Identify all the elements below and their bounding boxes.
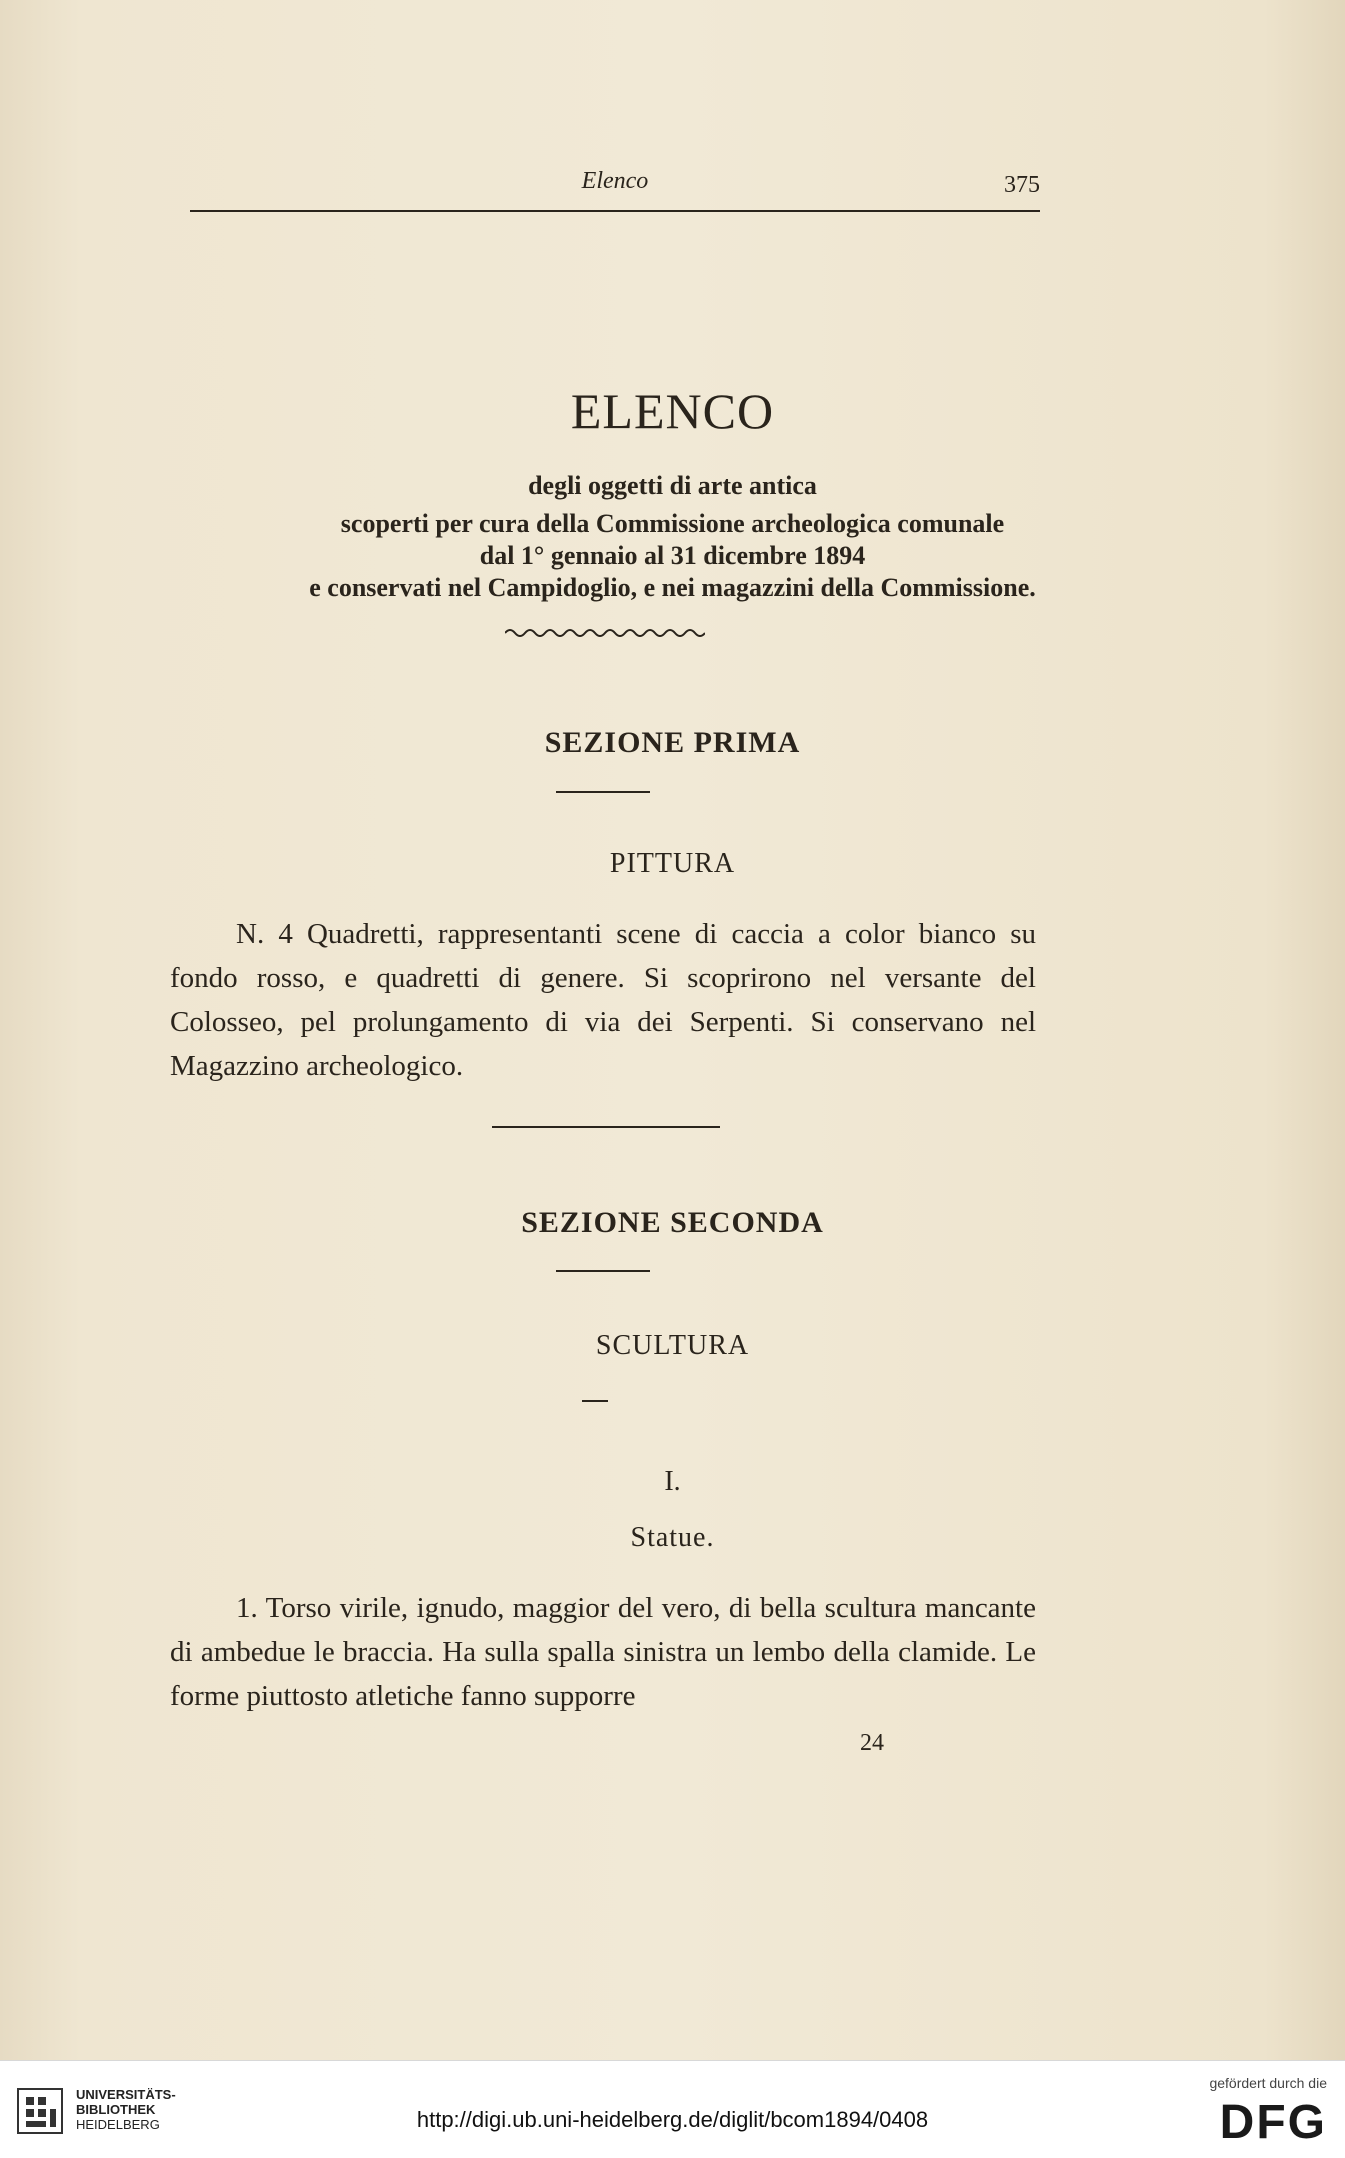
section-rule	[556, 1270, 650, 1272]
footer-bar	[0, 2060, 1345, 2158]
library-name-line: BIBLIOTHEK	[76, 2102, 156, 2117]
decorative-wave-rule	[505, 626, 705, 640]
subsection-pittura: PITTURA	[609, 848, 736, 879]
running-title: Elenco	[581, 168, 649, 194]
signature-mark: 24	[860, 1730, 884, 1756]
subtitle-line-1: degli oggetti di arte antica	[528, 471, 817, 500]
subtitle-line-2: scoperti per cura della Commissione archeologica comunale	[340, 509, 1005, 538]
category-heading: Statue.	[630, 1522, 715, 1553]
document-title: ELENCO	[570, 383, 775, 439]
pittura-paragraph: N. 4 Quadretti, rappresentanti scene di caccia a color bianco su fondo rosso, e quadretti di genere. Si scoprirono nel versante del Colosseo, pel prolungamento di via dei Serpenti. Si conservano nel Magazzino archeologico.	[170, 918, 1036, 1082]
section-rule	[556, 791, 650, 793]
dfg-logo: DFG	[1219, 2096, 1327, 2149]
section-heading-seconda: SEZIONE SECONDA	[521, 1206, 824, 1239]
roman-numeral: I.	[664, 1466, 681, 1497]
subtitle-line-3: dal 1° gennaio al 31 dicembre 1894	[479, 541, 866, 570]
divider-rule	[492, 1126, 720, 1128]
running-head	[190, 168, 1040, 208]
subtitle-line-4: e conservati nel Campidoglio, e nei magazzini della Commissione.	[309, 573, 1036, 602]
subsection-scultura: SCULTURA	[595, 1330, 750, 1361]
funded-by-text: gefördert durch die	[1209, 2075, 1327, 2091]
section-heading-prima: SEZIONE PRIMA	[544, 726, 801, 759]
library-name-line: UNIVERSITÄTS-	[76, 2087, 176, 2102]
library-name-line: HEIDELBERG	[76, 2117, 160, 2132]
dash-rule	[582, 1400, 608, 1402]
page-number: 375	[1004, 172, 1040, 198]
statue-paragraph: 1. Torso virile, ignudo, maggior del vero, di bella scultura mancante di ambedue le braccia. Ha sulla spalla sinistra un lembo della clamide. Le forme piuttosto atletiche fanno supporre	[170, 1592, 1036, 1712]
source-url-link[interactable]: http://digi.ub.uni-heidelberg.de/diglit/bcom1894/0408	[416, 2107, 929, 2132]
header-rule	[190, 210, 1040, 212]
